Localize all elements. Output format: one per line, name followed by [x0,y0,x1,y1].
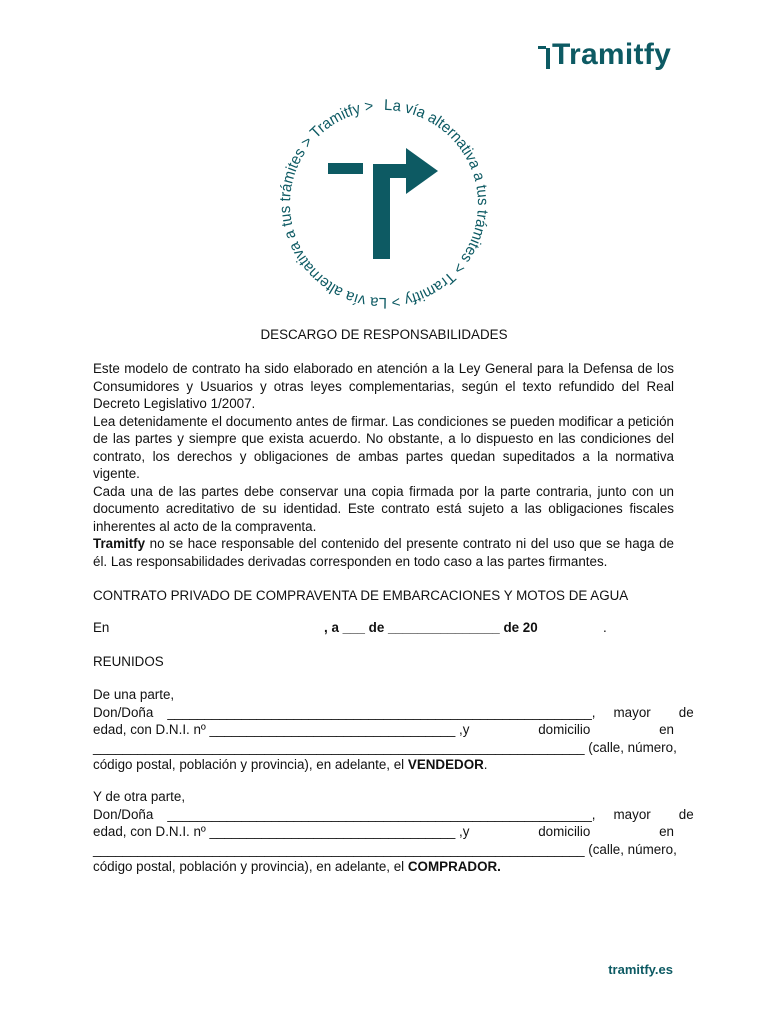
closing-text: código postal, población y provincia), en adelante, el [93,757,408,772]
reunidos-heading: REUNIDOS [93,654,164,669]
party-closing [93,756,674,774]
turn-arrow-icon [328,148,438,259]
name-blank: _________________________________________________________, [167,704,596,720]
brand-bold: Tramitfy [93,536,146,551]
brand-name: Tramitfy [552,38,672,71]
disclaimer-paragraph: Este modelo de contrato ha sido elaborado en atención a la Ley General para la Defensa de los Consumidores y Usuarios y otras leyes complementarias, según el texto refundido del Real Decreto Legislativo 1/2007. [93,361,674,411]
party-role: COMPRADOR. [407,859,501,874]
party-role: VENDEDOR [407,757,484,772]
closing-text: código postal, población y provincia), en adelante, el [93,859,408,874]
disclaimer-paragraph: Lea detenidamente el documento antes de firmar. Las condiciones se pueden modificar a petición de las partes y siempre que exista acuerdo. No obstante, a lo dispuesto en las condiciones del contrato, los derechos y obligaciones de ambas partes quedan supeditados a la normativa vigente. [93,413,674,481]
place-prefix: En [93,620,110,635]
party-intro: Y de otra parte, [93,789,186,804]
dni-blank: edad, con D.N.I. nº _________________________________ ,y [93,722,470,737]
party-name-row [93,806,694,824]
seller-block [93,686,694,774]
party-dni-row [93,823,674,841]
buyer-block [93,788,694,876]
label-domicilio: domicilio [538,824,591,839]
place-date: , a ___ de _______________ de 20 [324,620,538,635]
label-en: en [659,722,674,737]
party-closing [93,858,674,876]
disclaimer-paragraph: Cada una de las partes debe conservar una copia firmada por la parte contraria, junto con un documento acreditativo de su identidad. Este contrato está sujeto a las obligaciones fiscales inherentes al acto de la compraventa. [93,483,674,534]
address-blank: __________________________________________________________________ (calle, número, [93,841,677,857]
closing-end: . [483,757,488,772]
label-mayor: mayor [613,806,651,822]
contract-title: CONTRATO PRIVADO DE COMPRAVENTA DE EMBARCACIONES Y MOTOS DE AGUA [93,588,629,603]
seal-ring-text: La vía alternativa a tus trámites > Tramitfy > La vía alternativa a tus trámites > Tramitfy > [276,96,492,312]
party-intro: De una parte, [93,687,175,702]
brand-logo [538,40,671,70]
party-name-row [93,704,694,722]
footer-url[interactable]: tramitfy.es [608,962,673,977]
name-blank: _________________________________________________________, [167,806,596,822]
seal-logo [268,90,500,318]
address-blank: __________________________________________________________________ (calle, número, [93,739,677,755]
label-en: en [659,824,674,839]
label-don: Don/Doña [93,704,154,720]
party-dni-row [93,721,674,739]
disclaimer-title: DESCARGO DE RESPONSABILIDADES [260,327,508,342]
disclaimer-text: no se hace responsable del contenido del presente contrato ni del uso que se haga de él. Las responsabilidades derivadas corresponden en todo caso a las partes firmantes. [93,536,674,569]
label-don: Don/Doña [93,806,154,822]
place-end: . [603,620,607,635]
label-de: de [678,704,694,720]
label-de: de [678,806,694,822]
brand-mark-icon [538,42,551,68]
place-date-line [93,620,693,635]
disclaimer-body [93,360,674,570]
label-domicilio: domicilio [538,722,591,737]
disclaimer-paragraph [93,535,674,570]
dni-blank: edad, con D.N.I. nº _________________________________ ,y [93,824,470,839]
label-mayor: mayor [613,704,651,720]
